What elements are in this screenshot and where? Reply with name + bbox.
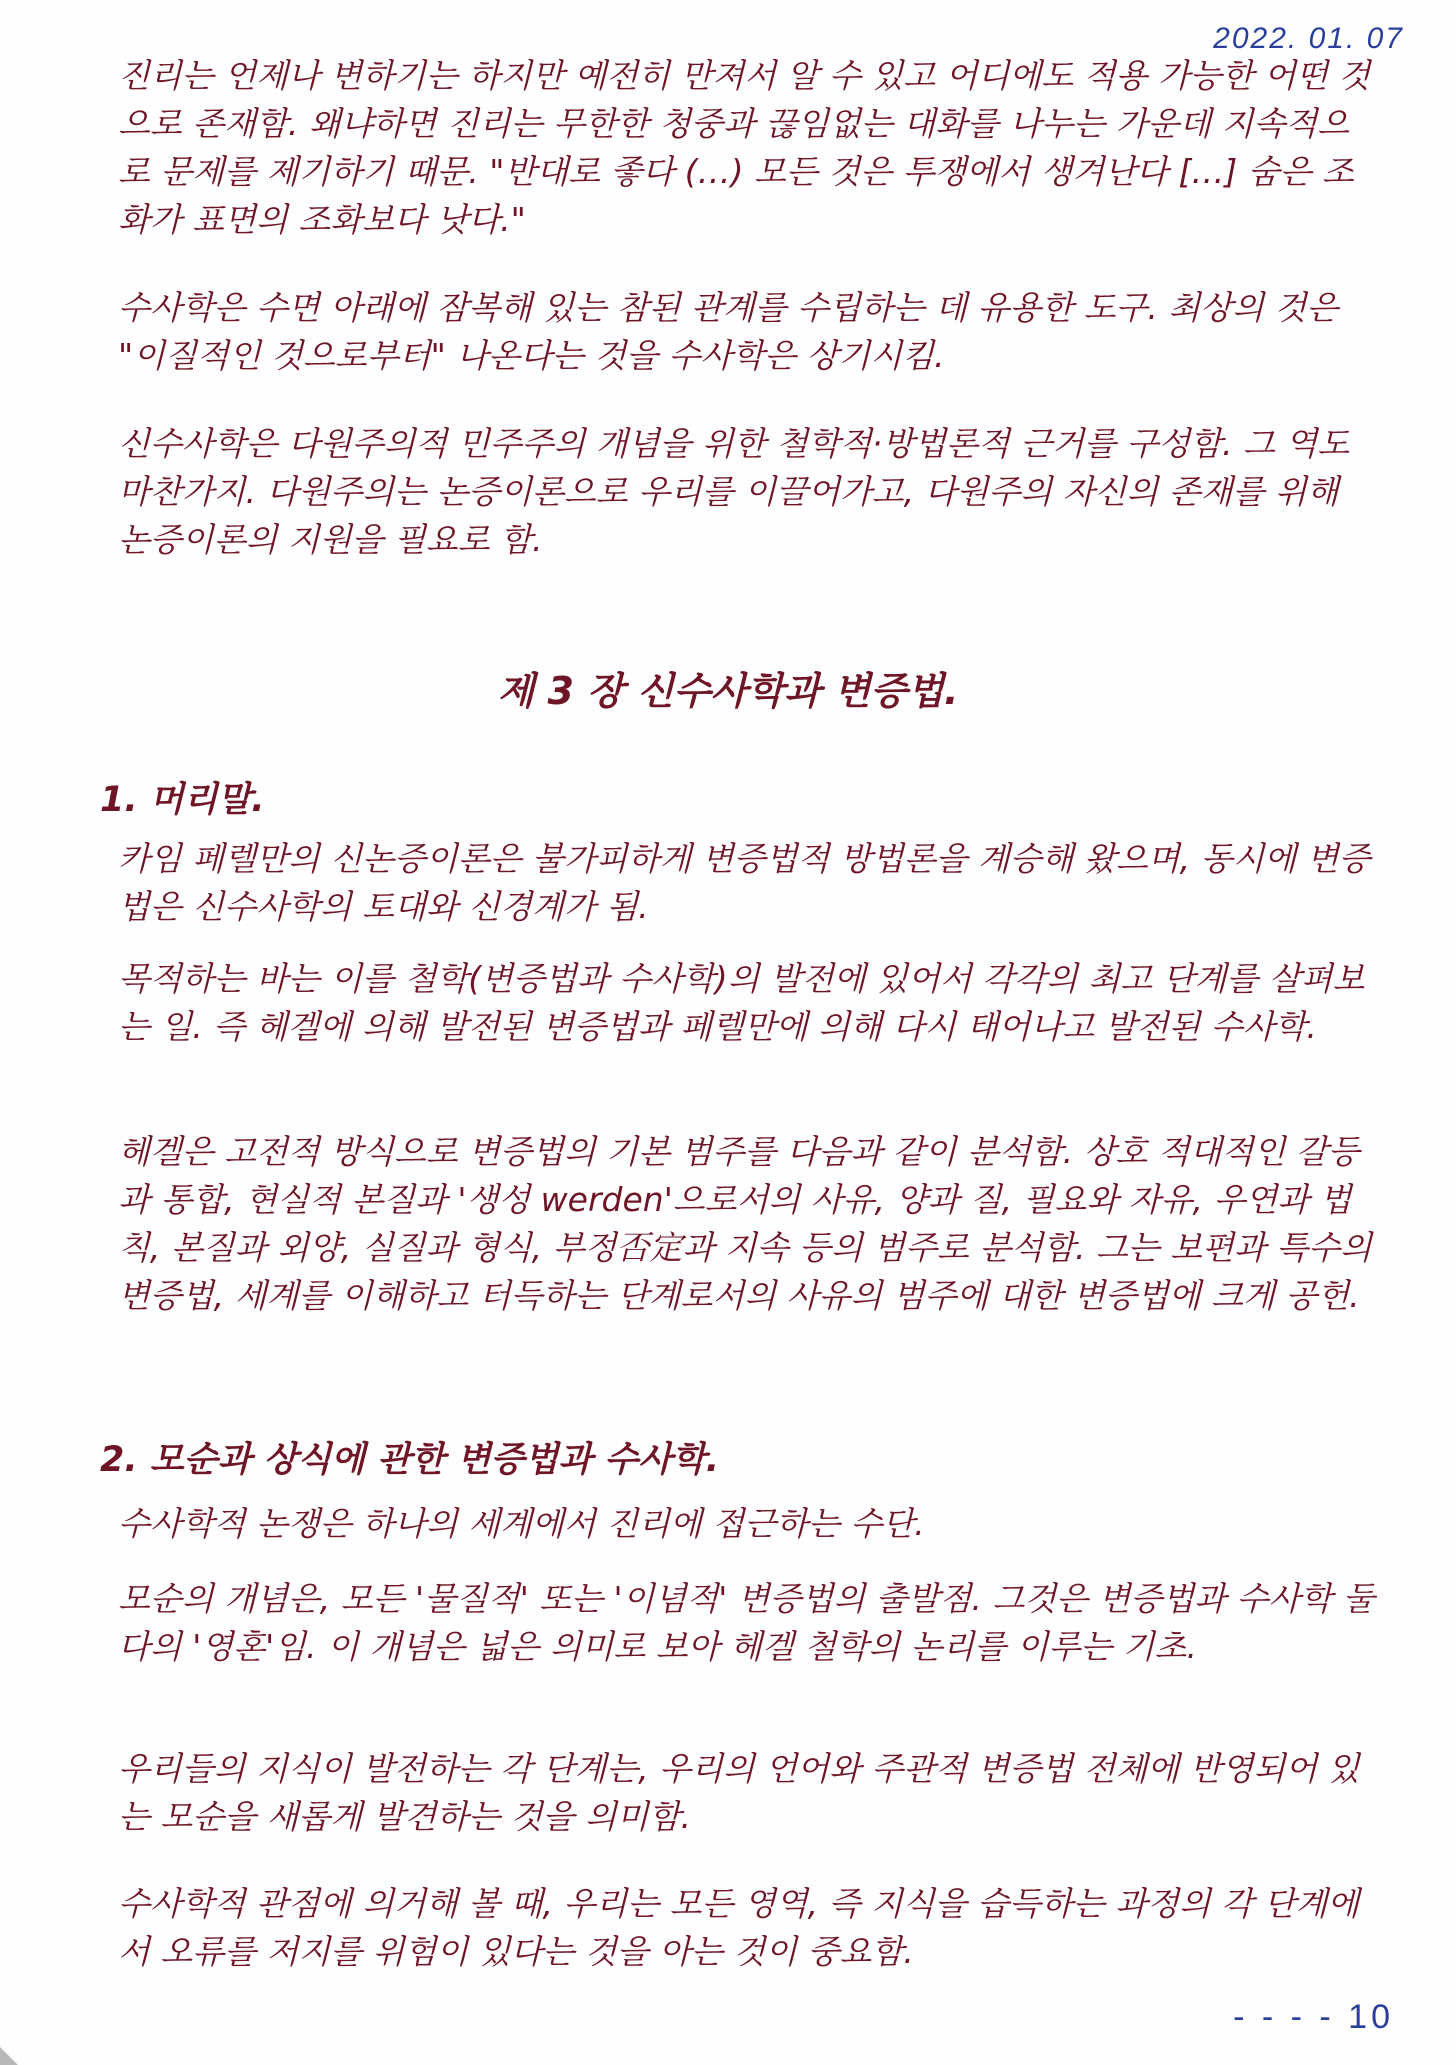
paragraph-purpose: 목적하는 바는 이를 철학(변증법과 수사학)의 발전에 있어서 각각의 최고 단계를 살펴보는 일. 즉 헤겔에 의해 발전된 변증법과 페렐만에 의해 다시 태어나고 발전된 수사학. (118, 959, 1365, 1046)
section-heading-contradiction: 2. 모순과 상식에 관한 변증법과 수사학. (100, 1440, 720, 1480)
paragraph-knowledge-stages: 우리들의 지식이 발전하는 각 단계는, 우리의 언어와 주관적 변증법 전체에 반영되어 있는 모순을 새롭게 발견하는 것을 의미함. (118, 1749, 1360, 1836)
page-corner-mark (0, 2047, 18, 2065)
paragraph-rhetoric-tool: 수사학은 수면 아래에 잠복해 있는 참된 관계를 수립하는 데 유용한 도구. 최상의 것은 "이질적인 것으로부터" 나온다는 것을 수사학은 상기시킴. (118, 288, 1339, 375)
paragraph-contradiction-concept: 모순의 개념은, 모든 '물질적' 또는 '이념적' 변증법의 출발점. 그것은 변증법과 수사학 둘 다의 '영혼'임. 이 개념은 넓은 의미로 보아 헤겔 철학의 논리를 이루는 기초. (118, 1579, 1375, 1666)
paragraph-risk-of-error: 수사학적 관점에 의거해 볼 때, 우리는 모든 영역, 즉 지식을 습득하는 과정의 각 단계에서 오류를 저지를 위험이 있다는 것을 아는 것이 중요함. (118, 1884, 1360, 1971)
paragraph-rhetorical-debate: 수사학적 논쟁은 하나의 세계에서 진리에 접근하는 수단. (118, 1504, 925, 1543)
paragraph-perelman: 카임 페렐만의 신논증이론은 불가피하게 변증법적 방법론을 계승해 왔으며, 동시에 변증법은 신수사학의 토대와 신경계가 됨. (118, 839, 1371, 926)
page-date: 2022. 01. 07 (1213, 22, 1404, 55)
paragraph-new-rhetoric: 신수사학은 다원주의적 민주주의 개념을 위한 철학적·방법론적 근거를 구성함. 그 역도 마찬가지. 다원주의는 논증이론으로 우리를 이끌어가고, 다원주의 자신의 존재를 위해 논증이론의 지원을 필요로 함. (118, 424, 1350, 559)
section-heading-introduction: 1. 머리말. (100, 780, 265, 820)
chapter-title: 제 3 장 신수사학과 변증법. (497, 669, 959, 713)
paragraph-truth: 진리는 언제나 변하기는 하지만 예전히 만져서 알 수 있고 어디에도 적용 가능한 어떤 것으로 존재함. 왜냐하면 진리는 무한한 청중과 끊임없는 대화를 나누는 가운데 지속적으로 문제를 제기하기 때문. "반대로 좋다 (…) 모든 것은 투쟁에서 생겨난다 […] 숨은 조화가 표면의 조화보다 낫다." (118, 56, 1371, 239)
paragraph-hegel: 헤겔은 고전적 방식으로 변증법의 기본 범주를 다음과 같이 분석함. 상호 적대적인 갈등과 통합, 현실적 본질과 '생성 werden'으로서의 사유, 양과 질, 필요와 자유, 우연과 법칙, 본질과 외양, 실질과 형식, 부정否定과 지속 등의 범주로 분석함. 그는 보편과 특수의 변증법, 세계를 이해하고 터득하는 단계로서의 사유의 범주에 대한 변증법에 크게 공헌. (118, 1132, 1372, 1315)
page-number: - - - - 10 (1233, 1998, 1394, 2036)
